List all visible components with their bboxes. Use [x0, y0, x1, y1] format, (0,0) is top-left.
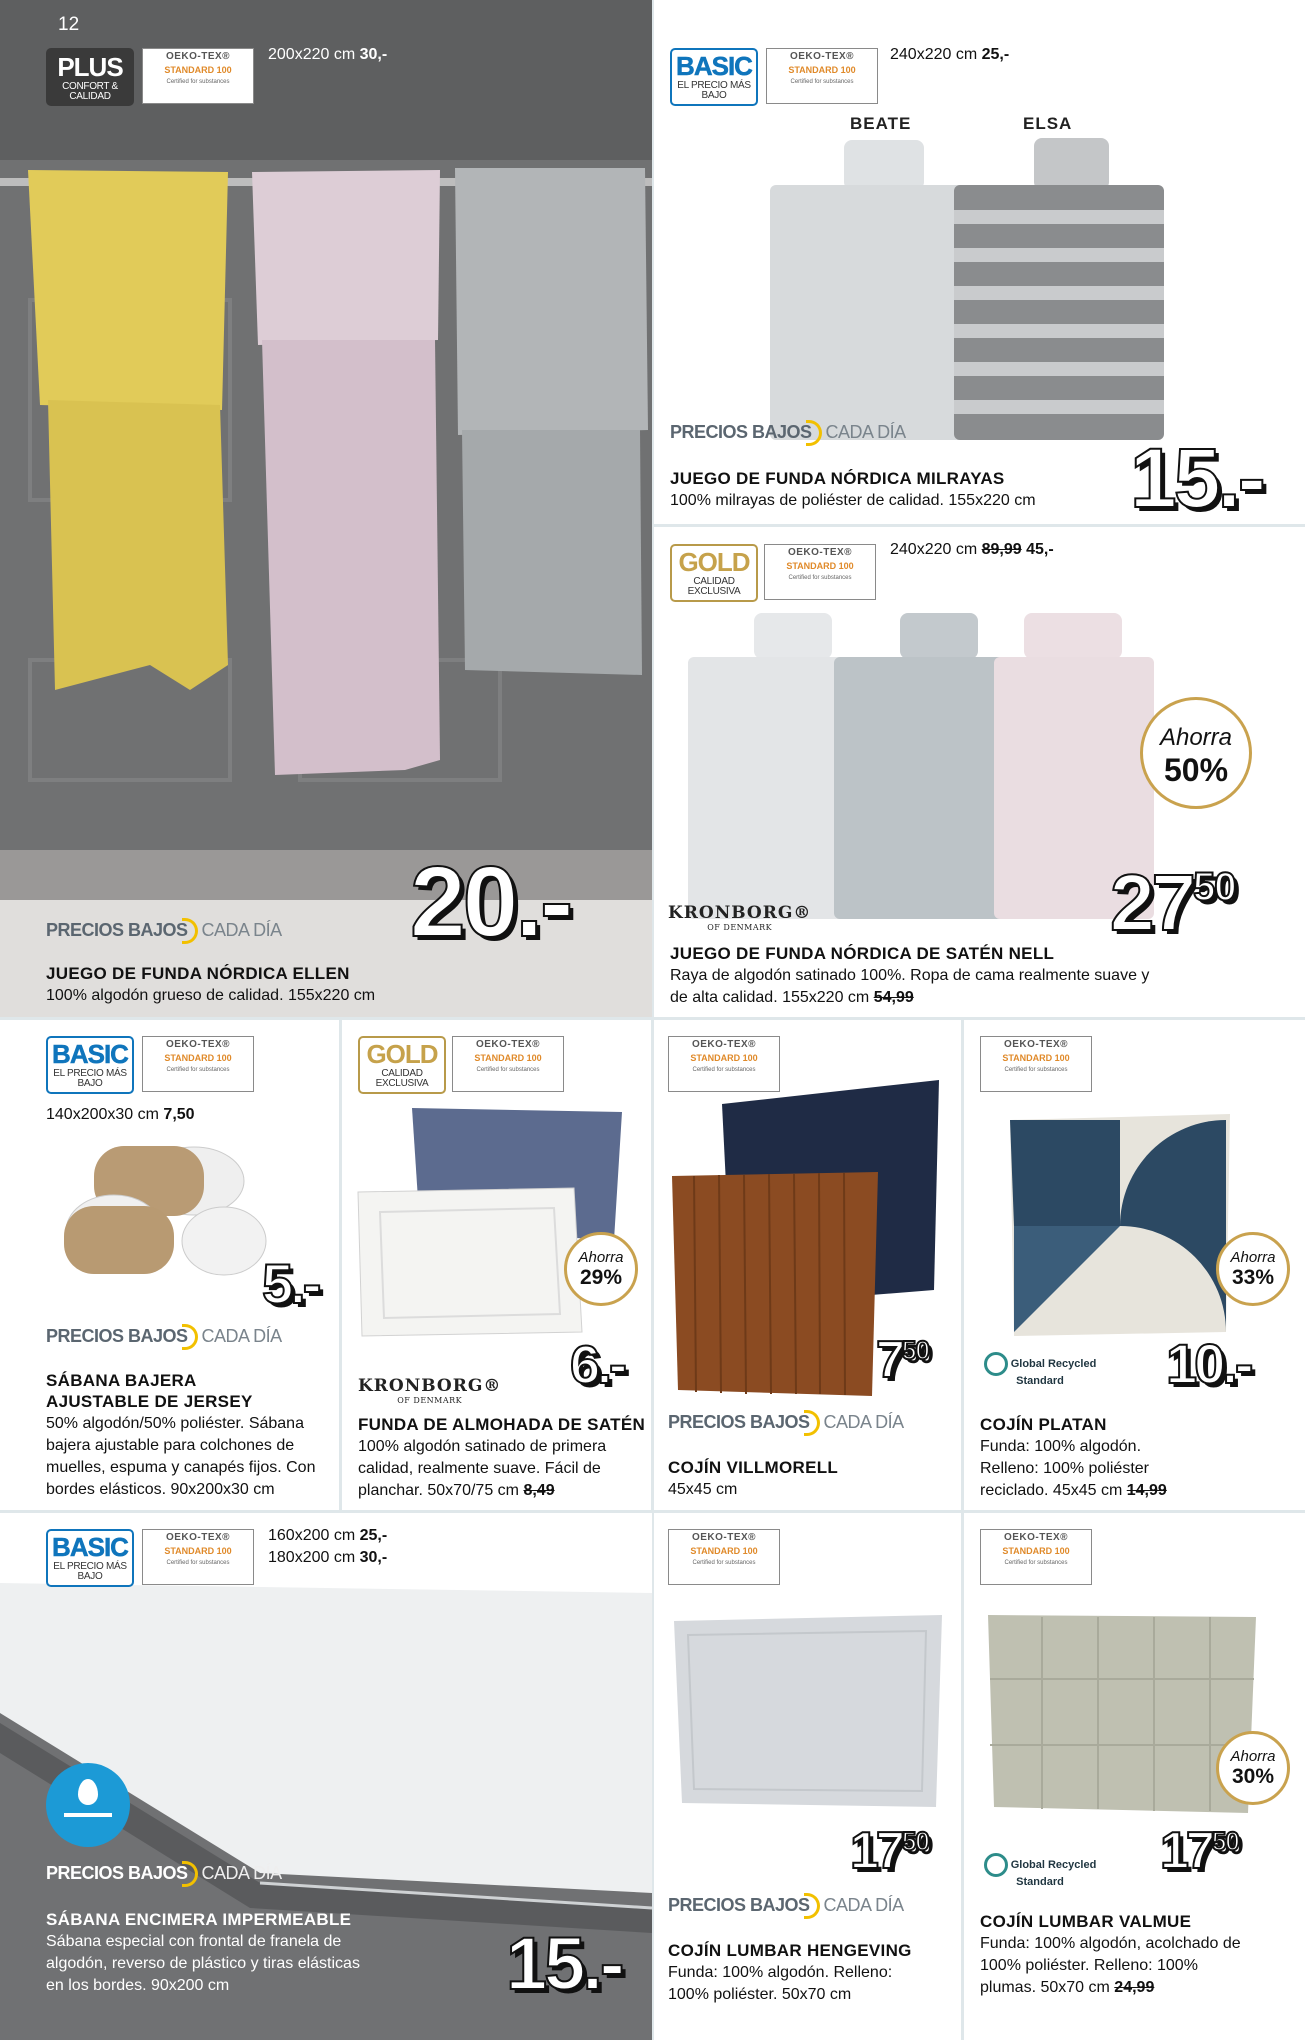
waterproof-icon	[46, 1763, 130, 1847]
oeko-tex-label: OEKO-TEX® STANDARD 100 Certified for substances	[980, 1036, 1092, 1092]
precios-bajos-logo: PRECIOS BAJOS CADA DÍA	[46, 1324, 282, 1350]
valmue-desc: Funda: 100% algodón, acolchado de 100% poliéster. Relleno: 100% plumas. 50x70 cm 24,99	[980, 1935, 1241, 1996]
encimera-price: 15.-	[506, 1922, 622, 2005]
oeko-tex-label: OEKO-TEX® STANDARD 100 Certified for substances	[142, 1036, 254, 1092]
ellen-sizes: 200x220 cm 30,-	[268, 46, 388, 63]
platan-photo	[1000, 1110, 1240, 1340]
panel-nell	[654, 527, 1305, 1017]
panel-jersey	[0, 1020, 339, 1510]
hengeving-photo	[668, 1611, 948, 1811]
ellen-title: JUEGO DE FUNDA NÓRDICA ELLEN	[46, 964, 350, 983]
saten-ahorra-badge: Ahorra 29%	[564, 1232, 638, 1306]
hengeving-price: $17^{50}$	[850, 1822, 929, 1880]
jersey-photo	[44, 1136, 284, 1296]
oeko-tex-label: OEKO-TEX® STANDARD 100 Certified for substances	[452, 1036, 564, 1092]
recycle-icon	[984, 1853, 1008, 1877]
oeko-tex-label: OEKO-TEX® STANDARD 100 Certified for substances	[668, 1529, 780, 1585]
precios-bajos-logo: PRECIOS BAJOS CADA DÍA	[46, 918, 282, 944]
valmue-price: $17^{50}$	[1160, 1822, 1239, 1880]
precios-bajos-logo: PRECIOS BAJOS CADA DÍA	[668, 1410, 904, 1436]
jersey-title: SÁBANA BAJERA AJUSTABLE DE JERSEY	[46, 1371, 253, 1411]
plus-badge: PLUS CONFORT & CALIDAD	[46, 48, 134, 106]
precios-bajos-logo: PRECIOS BAJOS CADA DÍA	[668, 1893, 904, 1919]
saten-desc: 100% algodón satinado de primera calidad, realmente suave. Fácil de planchar. 50x70/75 cm 8,49	[358, 1438, 607, 1499]
panel-saten	[342, 1020, 651, 1510]
hengeving-desc: Funda: 100% algodón. Relleno: 100% poliéster. 50x70 cm	[668, 1964, 893, 2003]
precios-bajos-logo: PRECIOS BAJOS CADA DÍA	[670, 420, 906, 446]
milrayas-photo	[764, 130, 1184, 450]
nell-ahorra-badge: Ahorra 50%	[1140, 697, 1252, 809]
encimera-title: SÁBANA ENCIMERA IMPERMEABLE	[46, 1910, 352, 1929]
saten-photo	[352, 1100, 632, 1350]
panel-encimera	[0, 1513, 652, 2040]
oeko-tex-label: OEKO-TEX® STANDARD 100 Certified for substances	[764, 544, 876, 600]
milrayas-sizes: 240x220 cm 25,-	[890, 46, 1010, 63]
page-number: 12	[58, 14, 80, 35]
precios-bajos-logo: PRECIOS BAJOS CADA DÍA	[46, 1861, 282, 1887]
ellen-desc: 100% algodón grueso de calidad. 155x220 cm	[46, 987, 376, 1004]
saten-title: FUNDA DE ALMOHADA DE SATÉN	[358, 1415, 646, 1434]
valmue-title: COJÍN LUMBAR VALMUE	[980, 1912, 1192, 1931]
beate-label: BEATE	[850, 114, 912, 133]
encimera-desc: Sábana especial con frontal de franela de algodón, reverso de plástico y tiras elásticas en los bordes. 90x200 cm	[46, 1933, 360, 1994]
elsa-label: ELSA	[1023, 114, 1073, 133]
platan-title: COJÍN PLATAN	[980, 1415, 1107, 1434]
milrayas-price: 15.-	[1130, 431, 1263, 524]
panel-ellen	[0, 0, 652, 1017]
saten-price: 6.-	[570, 1335, 625, 1395]
jersey-price: 5.-	[262, 1252, 319, 1315]
valmue-ahorra-badge: Ahorra 30%	[1216, 1731, 1290, 1805]
kronborg-logo: KRONBORG® OF DENMARK	[668, 903, 812, 932]
villmorell-price: $7^{50}$	[876, 1331, 929, 1389]
oeko-tex-label: OEKO-TEX® STANDARD 100 Certified for substances	[142, 1529, 254, 1585]
milrayas-desc: 100% milrayas de poliéster de calidad. 155x220 cm	[670, 492, 1036, 509]
nell-photo	[684, 607, 1154, 927]
gold-badge: GOLD CALIDAD EXCLUSIVA	[358, 1036, 446, 1094]
encimera-sizes: 160x200 cm 25,- 180x200 cm 30,-	[268, 1527, 388, 1566]
panel-valmue	[964, 1513, 1305, 2040]
oeko-tex-label: OEKO-TEX® STANDARD 100 Certified for substances	[668, 1036, 780, 1092]
oeko-tex-label: OEKO-TEX® STANDARD 100 Certified for substances	[142, 48, 254, 104]
basic-badge: BASIC EL PRECIO MÁS BAJO	[46, 1036, 134, 1094]
gold-badge: GOLD CALIDAD EXCLUSIVA	[670, 544, 758, 602]
nell-desc: Raya de algodón satinado 100%. Ropa de cama realmente suave y de alta calidad. 155x220 cm 54,99	[670, 967, 1150, 1006]
platan-desc: Funda: 100% algodón. Relleno: 100% poliéster reciclado. 45x45 cm 14,99	[980, 1438, 1167, 1499]
panel-villmorell	[654, 1020, 961, 1510]
platan-price: 10.-	[1166, 1332, 1251, 1395]
platan-ahorra-badge: Ahorra 33%	[1216, 1232, 1290, 1306]
basic-badge: BASIC EL PRECIO MÁS BAJO	[46, 1529, 134, 1587]
global-recycled-standard-logo: Global Recycled Standard	[980, 1853, 1100, 1888]
jersey-sizes: 140x200x30 cm 7,50	[46, 1106, 195, 1123]
recycle-icon	[984, 1352, 1008, 1376]
nell-title: JUEGO DE FUNDA NÓRDICA DE SATÉN NELL	[670, 944, 1055, 963]
villmorell-desc: 45x45 cm	[668, 1481, 738, 1498]
basic-badge: BASIC EL PRECIO MÁS BAJO	[670, 48, 758, 106]
nell-sizes: 240x220 cm 89,99 45,-	[890, 541, 1054, 558]
kronborg-logo: KRONBORG® OF DENMARK	[358, 1376, 502, 1405]
oeko-tex-label: OEKO-TEX® STANDARD 100 Certified for substances	[980, 1529, 1092, 1585]
oeko-tex-label: OEKO-TEX® STANDARD 100 Certified for substances	[766, 48, 878, 104]
jersey-desc: 50% algodón/50% poliéster. Sábana bajera ajustable para colchones de muelles, espuma y canapés fijos. Con bordes elásticos. 90x200x30 cm	[46, 1415, 316, 1498]
villmorell-title: COJÍN VILLMORELL	[668, 1458, 839, 1477]
milrayas-title: JUEGO DE FUNDA NÓRDICA MILRAYAS	[670, 469, 1005, 488]
ellen-price: 20.-	[410, 846, 571, 958]
global-recycled-standard-logo: Global Recycled Standard	[980, 1352, 1100, 1387]
panel-milrayas	[654, 0, 1305, 524]
panel-platan	[964, 1020, 1305, 1510]
panel-hengeving	[654, 1513, 961, 2040]
nell-price: $27^{50}$	[1110, 858, 1236, 947]
hengeving-title: COJÍN LUMBAR HENGEVING	[668, 1941, 912, 1960]
